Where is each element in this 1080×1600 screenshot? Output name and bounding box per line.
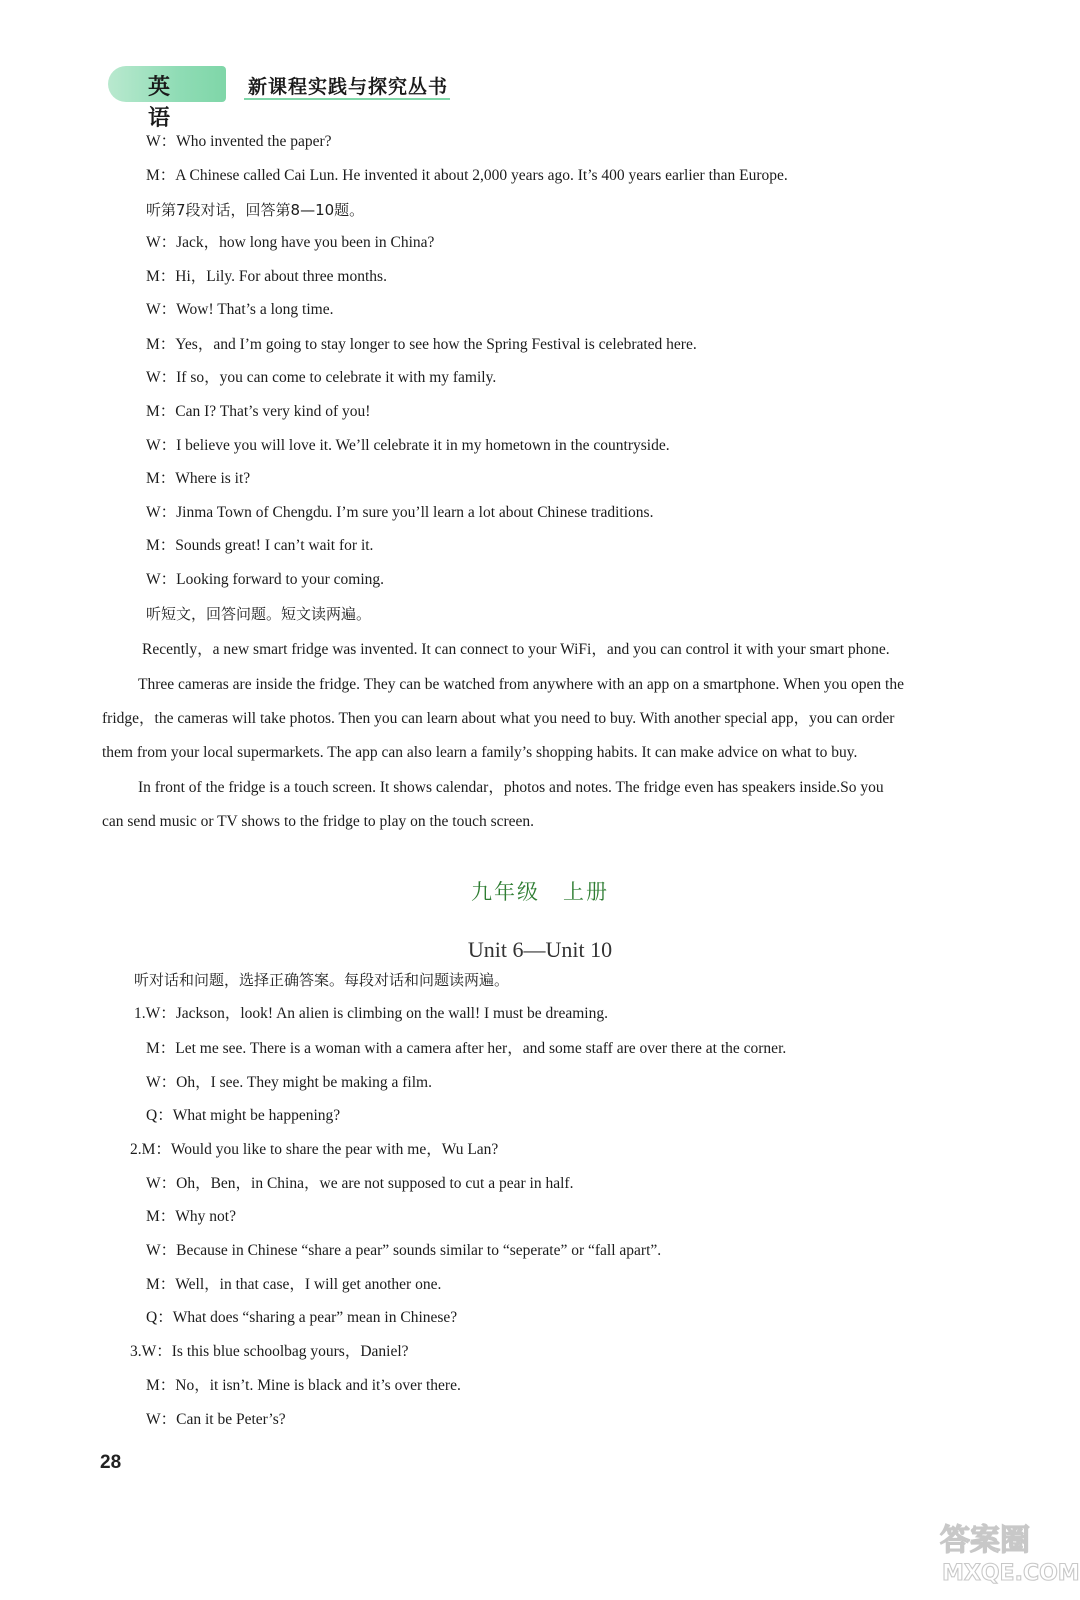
text-line: W：Wow! That’s a long time. xyxy=(146,301,334,318)
text-line: W：Because in Chinese “share a pear” sounds similar to “seperate” or “fall apart”. xyxy=(146,1242,662,1259)
series-underline xyxy=(244,98,450,100)
text-line: M：Let me see. There is a woman with a camera after her，and some staff are over there at the corner. xyxy=(146,1040,787,1057)
text-line: them from your local supermarkets. The app can also learn a family’s shopping habits. It can make advice on what to buy. xyxy=(102,744,858,761)
text-line: 2.M：Would you like to share the pear with me，Wu Lan? xyxy=(130,1141,499,1158)
text-line: M：Hi，Lily. For about three months. xyxy=(146,268,387,285)
section-instruction: 听第7段对话，回答第8—10题。 xyxy=(146,201,365,219)
text-line: M：Yes，and I’m going to stay longer to see how the Spring Festival is celebrated here. xyxy=(146,336,697,353)
text-line: W：I believe you will love it. We’ll celebrate it in my hometown in the countryside. xyxy=(146,437,670,454)
text-line: W：Oh，I see. They might be making a film. xyxy=(146,1074,432,1091)
text-line: Q：What might be happening? xyxy=(146,1107,341,1124)
section-instruction: 听短文，回答问题。短文读两遍。 xyxy=(146,605,372,623)
text-line: M：A Chinese called Cai Lun. He invented it about 2,000 years ago. It’s 400 years earlier than Europe. xyxy=(146,167,788,184)
subject-label: 英语 xyxy=(148,75,173,131)
text-line: W：Jinma Town of Chengdu. I’m sure you’ll learn a lot about Chinese traditions. xyxy=(146,504,654,521)
text-line: M：Why not? xyxy=(146,1208,236,1225)
svg-text:MXQE.COM: MXQE.COM xyxy=(942,1561,1080,1586)
watermark-logo xyxy=(938,1516,1080,1586)
text-line: W：Looking forward to your coming. xyxy=(146,571,385,588)
text-line: 1.W：Jackson，look! An alien is climbing on the wall! I must be dreaming. xyxy=(134,1005,608,1022)
text-line: W：Can it be Peter’s? xyxy=(146,1411,286,1428)
text-line: W：Oh，Ben，in China，we are not supposed to cut a pear in half. xyxy=(146,1175,574,1192)
text-line: can send music or TV shows to the fridge to play on the touch screen. xyxy=(102,813,535,830)
text-line: W：If so，you can come to celebrate it with my family. xyxy=(146,369,497,386)
text-line: 3.W：Is this blue schoolbag yours，Daniel? xyxy=(130,1343,409,1360)
text-line: Q：What does “sharing a pear” mean in Chinese? xyxy=(146,1309,458,1326)
text-line: W：Jack，how long have you been in China? xyxy=(146,234,435,251)
text-line: M：No，it isn’t. Mine is black and it’s over there. xyxy=(146,1377,461,1394)
section-instruction: 听对话和问题，选择正确答案。每段对话和问题读两遍。 xyxy=(134,971,510,989)
text-line: M：Well，in that case，I will get another one. xyxy=(146,1276,442,1293)
text-line: M：Sounds great! I can’t wait for it. xyxy=(146,537,374,554)
unit-title: Unit 6—Unit 10 xyxy=(467,937,613,962)
text-line: Recently，a new smart fridge was invented. It can connect to your WiFi，and you can control it with your smart phone. xyxy=(142,641,890,658)
series-title: 新课程实践与探究丛书 xyxy=(248,76,449,98)
svg-text:答案圈: 答案圈 xyxy=(940,1523,1030,1558)
text-line: In front of the fridge is a touch screen. It shows calendar，photos and notes. The fridge even has speakers inside.So you xyxy=(138,779,884,796)
text-line: fridge，the cameras will take photos. Then you can learn about what you need to buy. With another special app，you can order xyxy=(102,710,895,727)
grade-title: 九年级 上册 xyxy=(471,880,609,904)
text-line: M：Can I? That’s very kind of you! xyxy=(146,403,371,420)
text-line: Three cameras are inside the fridge. They can be watched from anywhere with an app on a smartphone. When you open the xyxy=(138,676,904,693)
text-line: W：Who invented the paper? xyxy=(146,133,332,150)
page-number: 28 xyxy=(100,1452,122,1473)
text-line: M：Where is it? xyxy=(146,470,251,487)
